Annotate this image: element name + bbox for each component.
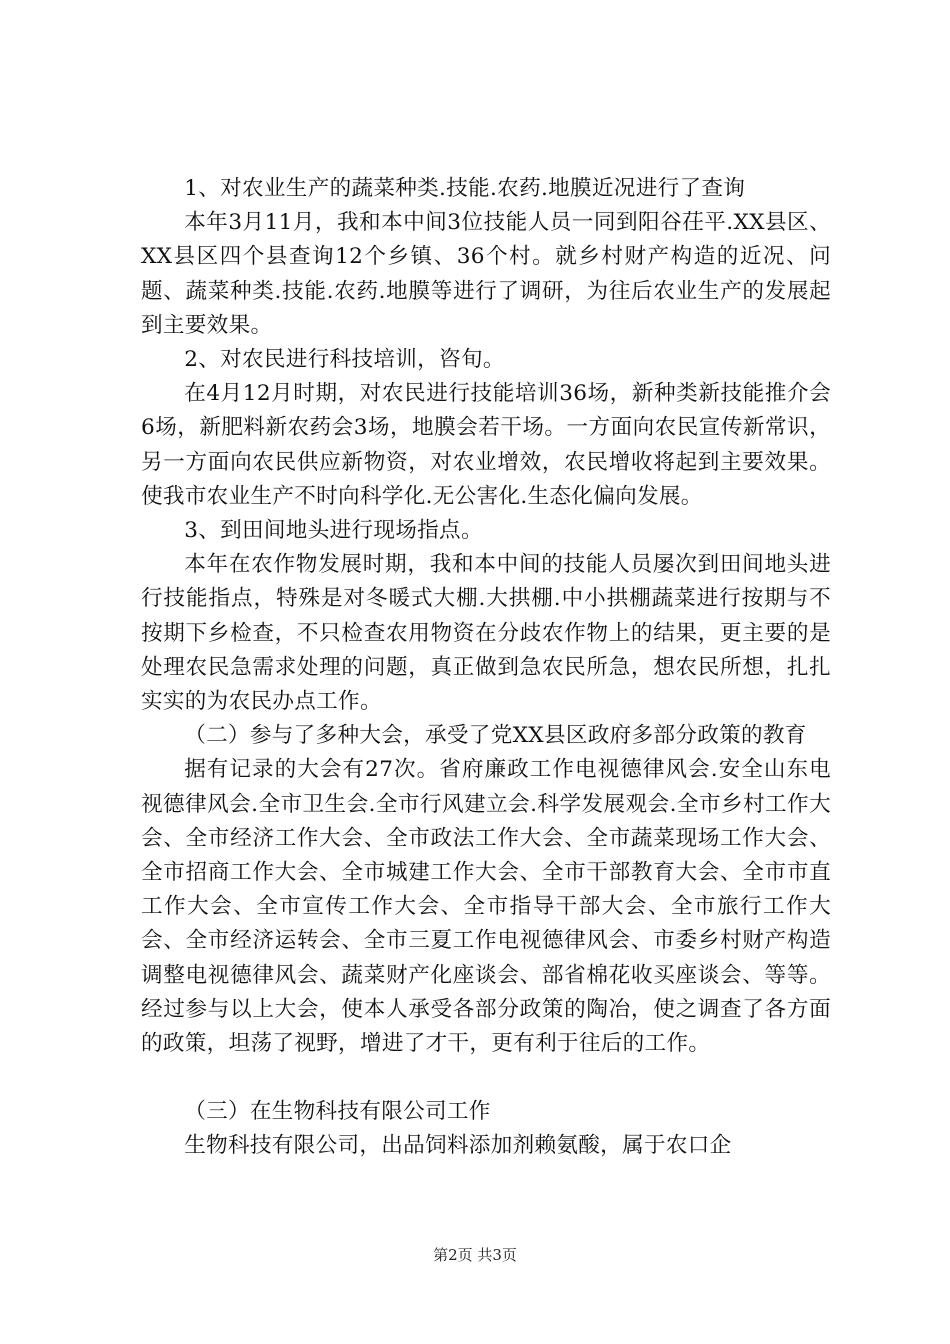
paragraph: 生物科技有限公司，出品饲料添加剂赖氨酸，属于农口企	[184, 1133, 732, 1159]
paragraph: 本年在农作物发展时期，我和本中间的技能人员屡次到田间地头进行技能指点，特殊是对冬暖式大棚.大拱棚.中小拱棚蔬菜进行按期与不按期下乡检查，不只检查农用物资在分歧农作物上的结果，更主要的是处理农民急需求处理的问题，真正做到急农民所急，想农民所想，扎扎实实的为农民办点工作。	[141, 552, 831, 715]
paragraph: 本年3月11月，我和本中间3位技能人员一同到阳谷茌平.XX县区、XX县区四个县查询12个乡镇、36个村。就乡村财产构造的近况、问题、蔬菜种类.技能.农药.地膜等进行了调研，为往后农业生产的发展起到主要效果。	[141, 210, 831, 338]
page-footer: 第2页 共3页	[433, 1246, 517, 1264]
paragraph: 据有记录的大会有27次。省府廉政工作电视德律风会.安全山东电视德律风会.全市卫生会.全市行风建立会.科学发展观会.全市乡村工作大会、全市经济工作大会、全市政法工作大会、全市蔬菜现场工作大会、全市招商工作大会、全市城建工作大会、全市干部教育大会、全市市直工作大会、全市宣传工作大会、全市指导干部大会、全市旅行工作大会、全市经济运转会、全市三夏工作电视德律风会、市委乡村财产构造调整电视德律风会、蔬菜财产化座谈会、部省棉花收买座谈会、等等。经过参与以上大会，使本人承受各部分政策的陶冶，使之调查了各方面的政策，坦荡了视野，增进了才干，更有利于往后的工作。	[141, 757, 831, 1057]
section-heading-part-3: （三）在生物科技有限公司工作	[184, 1099, 491, 1125]
paragraph: 在4月12月时期，对农民进行技能培训36场，新种类新技能推介会6场，新肥料新农药会3场，地膜会若干场。一方面向农民宣传新常识，另一方面向农民供应新物资，对农业增效，农民增收将起到主要效果。使我市农业生产不时向科学化.无公害化.生态化偏向发展。	[141, 381, 831, 509]
section-heading-part-2: （二）参与了多种大会，承受了党XX县区政府多部分政策的教育	[184, 723, 807, 749]
section-heading-3: 3、到田间地头进行现场指点。	[184, 518, 483, 544]
section-heading-2: 2、对农民进行科技培训，咨旬。	[184, 347, 505, 373]
section-heading-1: 1、对农业生产的蔬菜种类.技能.农药.地膜近况进行了查询	[184, 176, 746, 201]
document-body	[141, 172, 831, 1164]
